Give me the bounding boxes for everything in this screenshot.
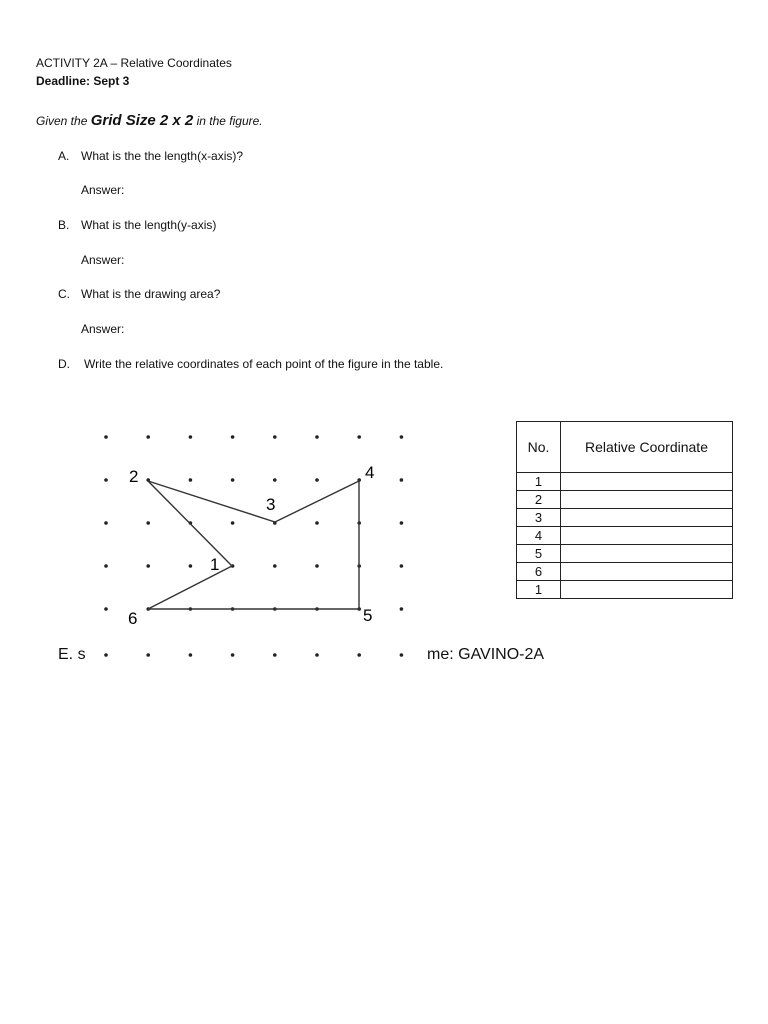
grid-dot <box>104 521 108 525</box>
question-a-letter: A. <box>58 149 70 163</box>
grid-dot <box>231 653 235 657</box>
header-relative-coordinate: Relative Coordinate <box>561 422 733 473</box>
point-label-2: 2 <box>129 467 139 486</box>
figure-polygon <box>148 481 359 609</box>
question-c-answer-label: Answer: <box>81 322 125 336</box>
grid-size-emphasis: Grid Size 2 x 2 <box>90 112 194 129</box>
grid-dot <box>104 478 108 482</box>
point-label-4: 4 <box>365 463 375 482</box>
question-c-letter: C. <box>58 287 70 301</box>
grid-dot <box>189 478 193 482</box>
grid-dot <box>273 435 277 439</box>
grid-dot <box>357 653 361 657</box>
grid-dot <box>231 435 235 439</box>
deadline: Deadline: Sept 3 <box>36 74 130 88</box>
grid-dot <box>273 478 277 482</box>
grid-dot <box>104 435 108 439</box>
row-number: 3 <box>517 509 561 527</box>
question-d-letter: D. <box>58 357 70 371</box>
grid-dot <box>146 435 150 439</box>
grid-dot <box>400 521 404 525</box>
point-label-3: 3 <box>266 495 276 514</box>
table-row <box>517 509 733 527</box>
question-b-answer-label: Answer: <box>81 253 125 267</box>
intro-line <box>36 112 263 129</box>
grid-dot <box>315 564 319 568</box>
coordinate-cell[interactable] <box>561 509 733 527</box>
coordinate-cell[interactable] <box>561 473 733 491</box>
relative-coordinate-table <box>516 421 733 599</box>
intro-suffix: in the figure. <box>193 114 263 128</box>
question-a-text: What is the the length(x-axis)? <box>81 149 244 163</box>
dot-grid-figure <box>95 423 415 633</box>
row-number: 5 <box>517 545 561 563</box>
grid-dot <box>400 607 404 611</box>
grid-dot <box>400 478 404 482</box>
coordinate-cell[interactable] <box>561 545 733 563</box>
grid-dot <box>104 607 108 611</box>
table-header-row <box>517 422 733 473</box>
table-row <box>517 581 733 599</box>
question-b-letter: B. <box>58 218 70 232</box>
coordinate-cell[interactable] <box>561 563 733 581</box>
row-number: 1 <box>517 473 561 491</box>
grid-dot <box>146 521 150 525</box>
table-row <box>517 563 733 581</box>
question-a-answer-label: Answer: <box>81 183 125 197</box>
table-row <box>517 491 733 509</box>
coordinate-cell[interactable] <box>561 581 733 599</box>
point-label-5: 5 <box>363 606 373 625</box>
grid-dot <box>104 564 108 568</box>
grid-dot <box>273 653 277 657</box>
grid-dot <box>315 478 319 482</box>
grid-dot <box>146 564 150 568</box>
grid-dot <box>400 564 404 568</box>
coordinate-cell[interactable] <box>561 527 733 545</box>
grid-dot <box>315 653 319 657</box>
grid-dot <box>189 564 193 568</box>
grid-dot <box>273 564 277 568</box>
header-no: No. <box>517 422 561 473</box>
bottom-dots <box>104 653 403 657</box>
question-d-text: Write the relative coordinates of each point of the figure in the table. <box>84 357 444 371</box>
intro-prefix: Given the <box>36 114 91 128</box>
grid-dot <box>146 653 150 657</box>
row-number: 4 <box>517 527 561 545</box>
coordinate-cell[interactable] <box>561 491 733 509</box>
grid-dot <box>189 653 193 657</box>
grid-dot <box>104 653 108 657</box>
point-label-1: 1 <box>210 555 220 574</box>
table-row <box>517 527 733 545</box>
grid-dot <box>315 435 319 439</box>
question-e-right-text: me: GAVINO-2A <box>427 646 545 663</box>
grid-dot <box>400 653 404 657</box>
grid-dot <box>231 478 235 482</box>
grid-dot <box>400 435 404 439</box>
table-row <box>517 473 733 491</box>
activity-title: ACTIVITY 2A – Relative Coordinates <box>36 56 232 70</box>
grid-dot <box>315 521 319 525</box>
question-b-text: What is the length(y-axis) <box>81 218 217 232</box>
table-row <box>517 545 733 563</box>
row-number: 6 <box>517 563 561 581</box>
grid-dot <box>189 435 193 439</box>
bottom-dot-row <box>95 647 415 663</box>
grid-dot <box>231 521 235 525</box>
question-e-left-text: E. s <box>58 646 86 663</box>
row-number: 1 <box>517 581 561 599</box>
row-number: 2 <box>517 491 561 509</box>
point-label-6: 6 <box>128 609 138 628</box>
question-c-text: What is the drawing area? <box>81 287 221 301</box>
grid-dot <box>357 435 361 439</box>
